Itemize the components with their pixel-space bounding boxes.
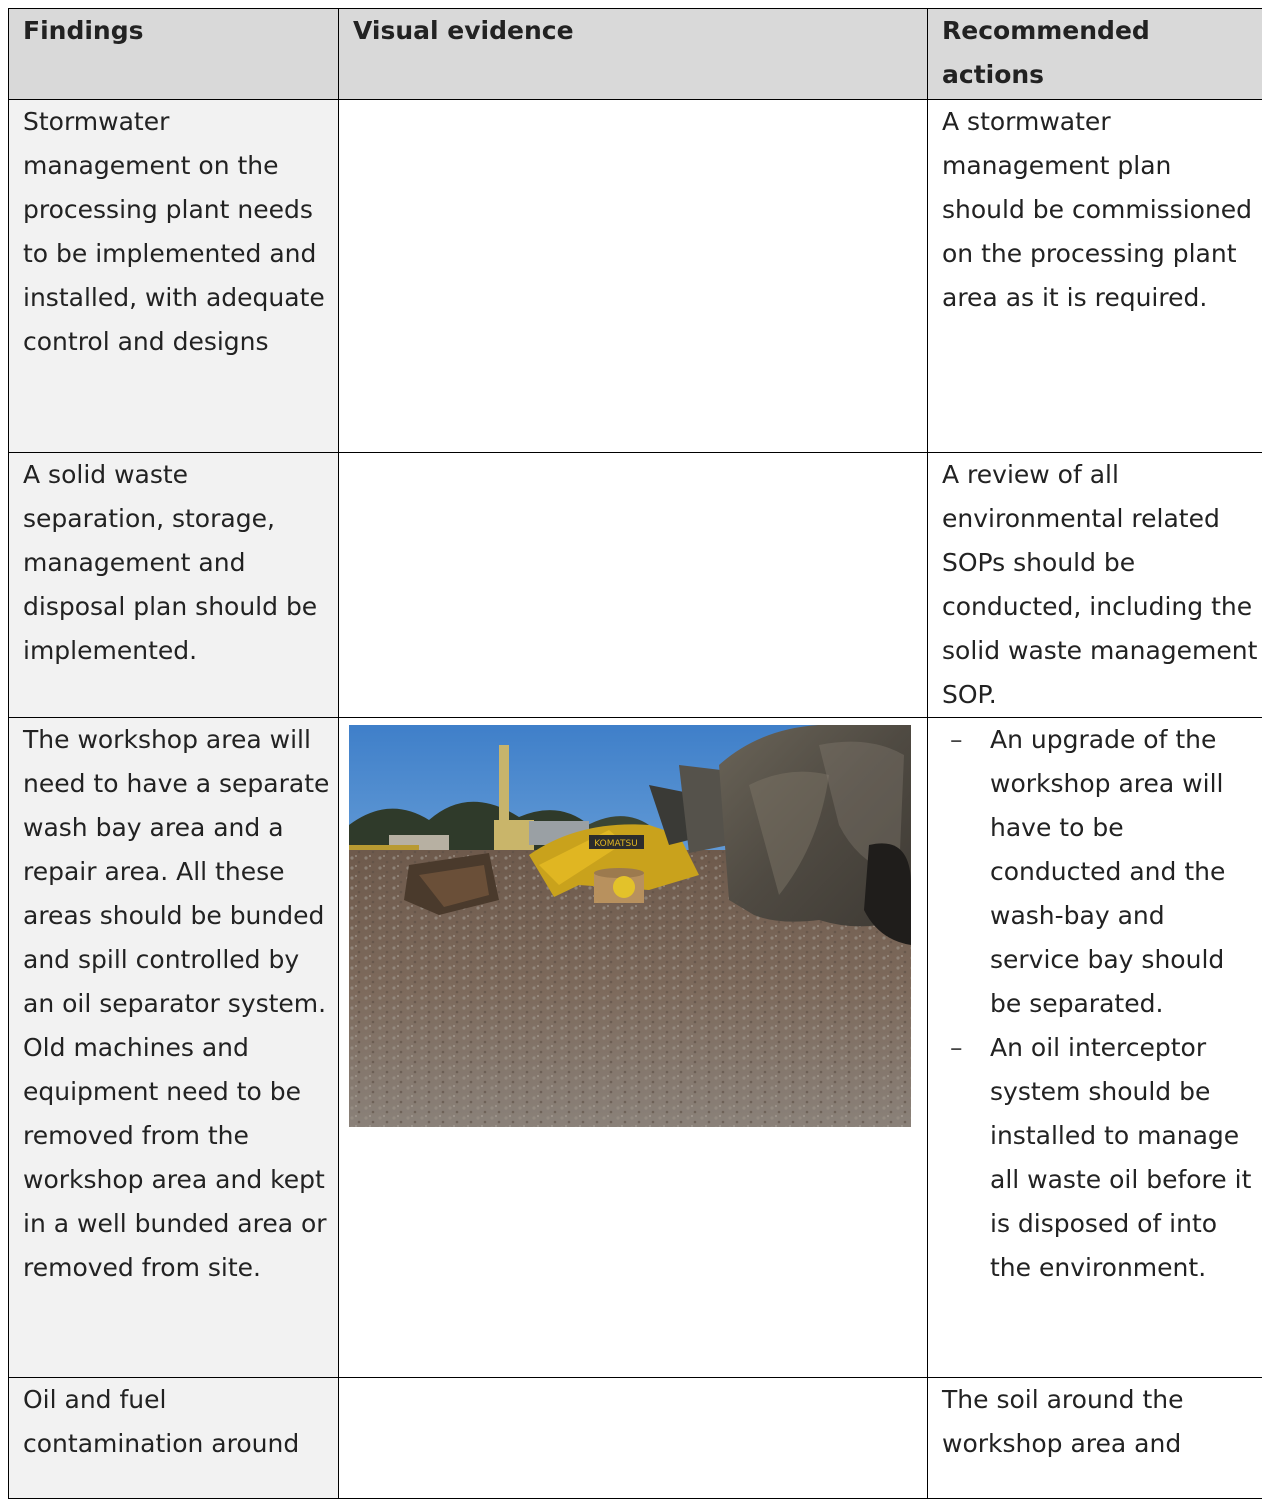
evidence-cell — [339, 453, 928, 718]
table-row — [9, 100, 1262, 453]
findings-table — [8, 8, 1262, 1499]
action-cell: The soil around the workshop area and — [928, 1378, 1262, 1499]
action-cell: A stormwater management plan should be commissioned on the processing plant area as it is required. — [928, 100, 1262, 453]
dash-bullet: – — [950, 718, 963, 762]
evidence-cell — [339, 1378, 928, 1499]
dash-bullet: – — [950, 1026, 963, 1070]
workshop-photo — [349, 725, 911, 1127]
list-item — [942, 1026, 1259, 1290]
header-row — [9, 9, 1262, 100]
list-item — [942, 718, 1259, 1026]
action-list — [942, 718, 1259, 1290]
loader-brand-text: KOMATSU — [594, 839, 638, 849]
finding-cell: The workshop area will need to have a separate wash bay area and a repair area. All these areas should be bunded and spill controlled by an oil separator system. Old machines and equipment need to be removed from the workshop area and kept in a well bunded area or removed from site. — [9, 718, 339, 1378]
action-text: An oil interceptor system should be installed to manage all waste oil before it is disposed of into the environment. — [990, 1033, 1251, 1282]
evidence-cell — [339, 718, 928, 1378]
evidence-cell — [339, 100, 928, 453]
table-row — [9, 1378, 1262, 1499]
action-cell: A review of all environmental related SOPs should be conducted, including the solid waste management SOP. — [928, 453, 1262, 718]
header-visual-evidence: Visual evidence — [339, 9, 928, 100]
finding-cell: Oil and fuel contamination around — [9, 1378, 339, 1499]
table-row — [9, 718, 1262, 1378]
finding-cell: Stormwater management on the processing plant needs to be implemented and installed, with adequate control and designs — [9, 100, 339, 453]
action-cell — [928, 718, 1262, 1378]
action-text: An upgrade of the workshop area will have to be conducted and the wash-bay and service bay should be separated. — [990, 725, 1225, 1018]
table-row — [9, 453, 1262, 718]
header-findings: Findings — [9, 9, 339, 100]
header-recommended-actions: Recommended actions — [928, 9, 1262, 100]
finding-cell: A solid waste separation, storage, management and disposal plan should be implemented. — [9, 453, 339, 718]
